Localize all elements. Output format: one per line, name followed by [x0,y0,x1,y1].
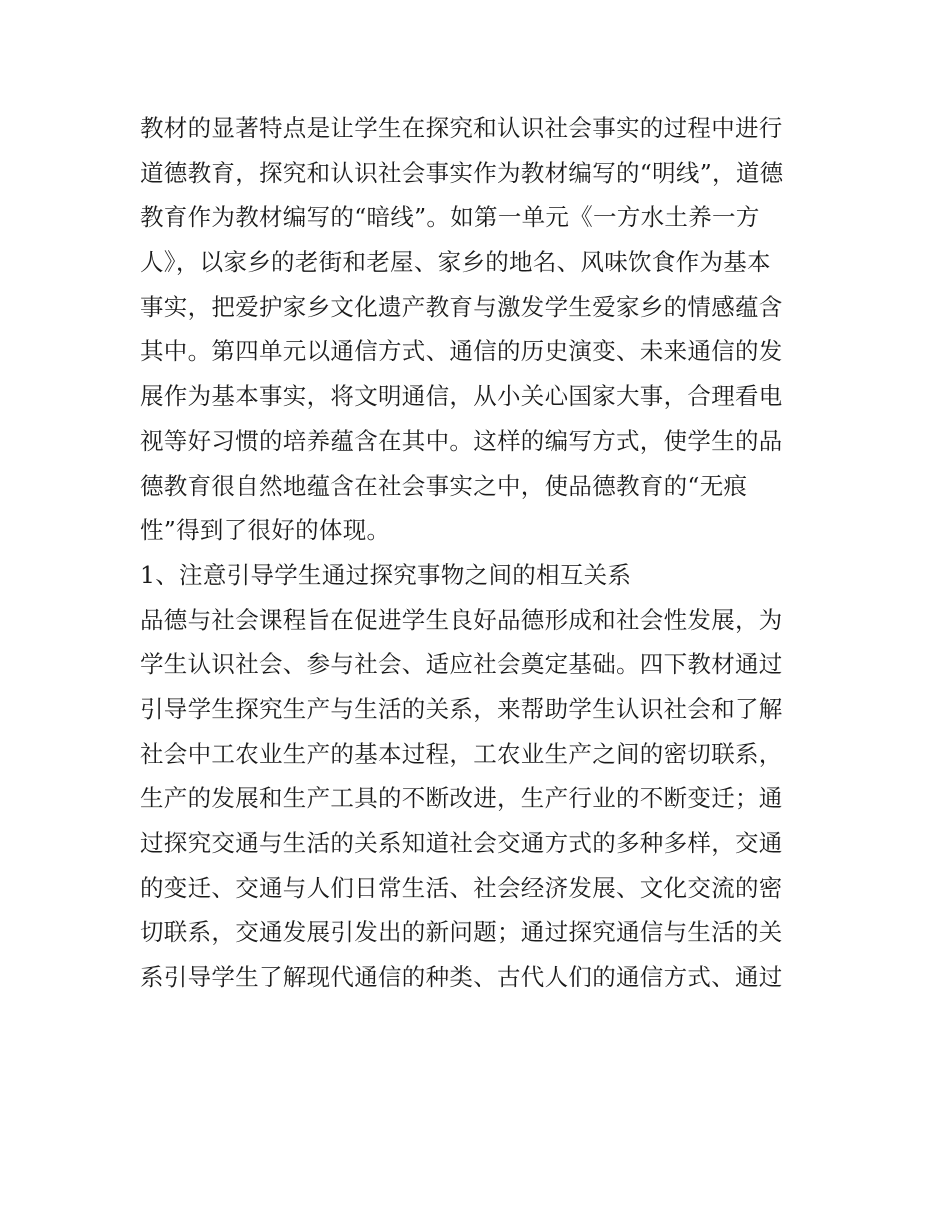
text-line: 品德与社会课程旨在促进学生良好品德形成和社会性发展，为 [140,605,783,634]
text-line: 德教育很自然地蕴含在社会事实之中，使品德教育的“无痕 [140,471,748,500]
text-line: 展作为基本事实，将文明通信，从小关心国家大事，合理看电 [140,382,783,411]
text-line: 生产的发展和生产工具的不断改进，生产行业的不断变迁；通 [140,784,783,813]
text-line: 的变迁、交通与人们日常生活、社会经济发展、文化交流的密 [140,873,783,902]
text-line: 系引导学生了解现代通信的种类、古代人们的通信方式、通过 [140,963,783,992]
body-text [140,106,820,1000]
text-line: 道德教育，探究和认识社会事实作为教材编写的“明线”，道德 [140,158,784,187]
text-line: 社会中工农业生产的基本过程，工农业生产之间的密切联系， [140,739,783,768]
text-line: 教育作为教材编写的“暗线”。如第一单元《一方水土养一方 [140,203,760,232]
text-line: 教材的显著特点是让学生在探究和认识社会事实的过程中进行 [140,114,783,142]
text-line: 事实，把爱护家乡文化遗产教育与激发学生爱家乡的情感蕴含 [140,292,783,321]
text-line: 引导学生探究生产与生活的关系，来帮助学生认识社会和了解 [140,694,783,723]
text-line: 学生认识社会、参与社会、适应社会奠定基础。四下教材通过 [140,650,783,679]
text-line: 过探究交通与生活的关系知道社会交通方式的多种多样，交通 [140,829,783,857]
text-line: 其中。第四单元以通信方式、通信的历史演变、未来通信的发 [140,337,783,366]
text-line: 视等好习惯的培养蕴含在其中。这样的编写方式，使学生的品 [140,426,783,455]
text-line: 切联系，交通发展引发出的新问题；通过探究通信与生活的关 [140,918,783,947]
section-heading: 1、注意引导学生通过探究事物之间的相互关系 [140,560,632,589]
text-line: 性”得到了很好的体现。 [140,516,391,545]
text-line: 人》，以家乡的老街和老屋、家乡的地名、风味饮食作为基本 [140,248,771,277]
